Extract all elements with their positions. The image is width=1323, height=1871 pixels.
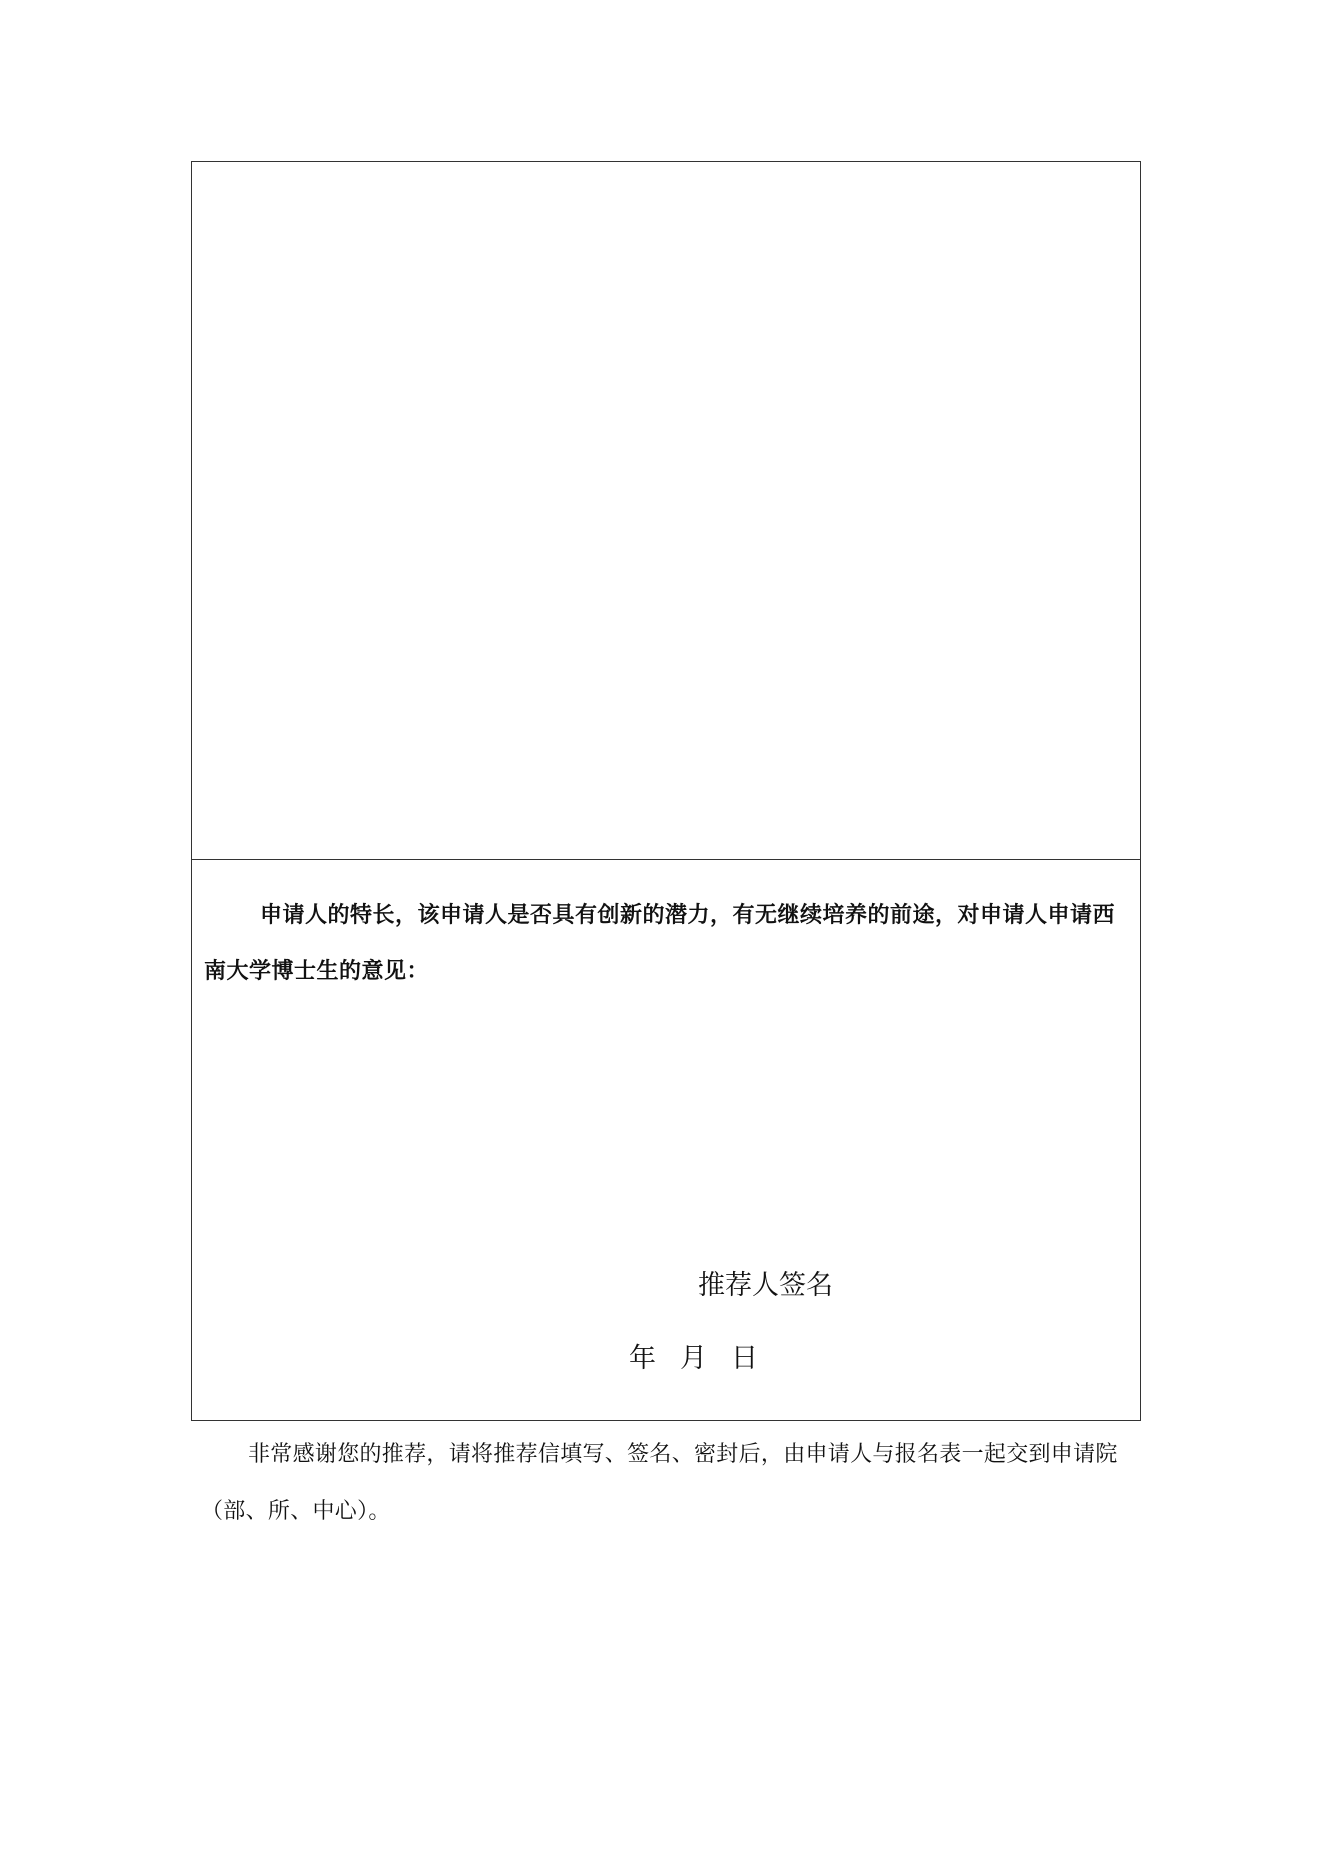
signature-date — [629, 1336, 758, 1375]
date-day-label: 日 — [731, 1343, 758, 1374]
recommendation-content-area[interactable] — [192, 162, 1140, 860]
opinion-section — [192, 860, 1140, 1420]
opinion-prompt: 申请人的特长，该申请人是否具有创新的潜力，有无继续培养的前途，对申请人申请西南大学博士生的意见： — [204, 903, 1116, 984]
footer-note: 非常感谢您的推荐，请将推荐信填写、签名、密封后，由申请人与报名表一起交到申请院（部、所、中心）。 — [201, 1442, 1118, 1524]
recommendation-form-frame — [191, 161, 1141, 1421]
date-month-label: 月 — [680, 1343, 707, 1374]
date-year-label: 年 — [629, 1343, 656, 1374]
recommender-signature-label: 推荐人签名 — [698, 1270, 833, 1301]
